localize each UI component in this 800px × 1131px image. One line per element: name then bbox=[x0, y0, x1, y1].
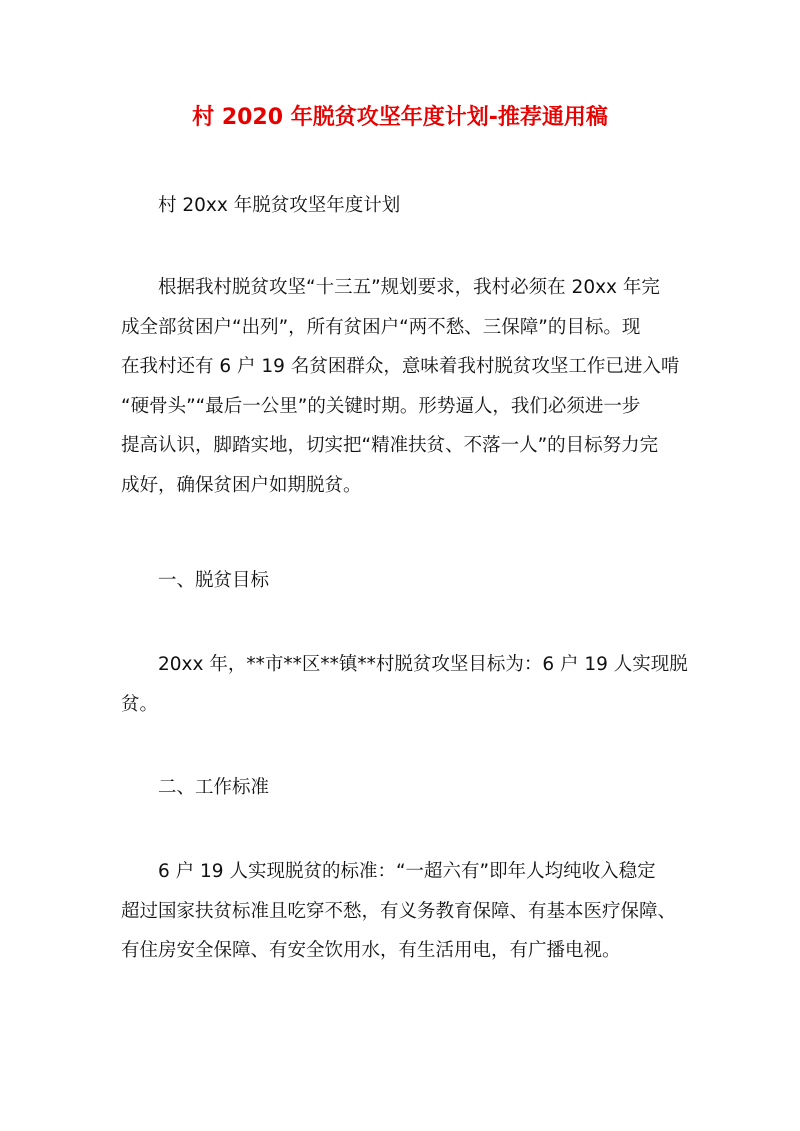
intro-line: 根据我村脱贫攻坚“十三五”规划要求，我村必须在 20xx 年完 bbox=[158, 277, 660, 298]
document-title: 村 2020 年脱贫攻坚年度计划-推荐通用稿 bbox=[192, 105, 608, 130]
section-2-heading-text: 二、工作标准 bbox=[158, 777, 270, 798]
intro-line: “硬骨头”“最后一公里”的关键时期。形势逼人，我们必须进一步 bbox=[121, 395, 641, 417]
intro-line: 成全部贫困户“出列”，所有贫困户“两不愁、三保障”的目标。现 bbox=[121, 316, 641, 338]
section-2-line: 有住房安全保障、有安全饮用水，有生活用电，有广播电视。 bbox=[121, 940, 621, 961]
section-1-paragraph bbox=[121, 645, 686, 724]
plan-subtitle-text: 村 20xx 年脱贫攻坚年度计划 bbox=[158, 195, 401, 216]
intro-line: 成好，确保贫困户如期脱贫。 bbox=[121, 474, 362, 496]
section-1-heading bbox=[121, 561, 686, 601]
intro-line: 提高认识，脚踏实地，切实把“精准扶贫、不落一人”的目标努力完 bbox=[121, 435, 659, 456]
section-1-line: 20xx 年，**市**区**镇**村脱贫攻坚目标为：6 户 19 人实现脱 bbox=[158, 654, 688, 675]
plan-subtitle bbox=[121, 186, 686, 226]
section-1-line: 贫。 bbox=[121, 693, 159, 715]
section-2-line: 6 户 19 人实现脱贫的标准：“一超六有”即年人均纯收入稳定 bbox=[158, 861, 656, 882]
intro-paragraph bbox=[121, 268, 686, 505]
section-2-heading bbox=[121, 768, 686, 808]
intro-line: 在我村还有 6 户 19 名贫困群众，意味着我村脱贫攻坚工作已进入啃 bbox=[121, 356, 680, 377]
section-1-heading-text: 一、脱贫目标 bbox=[158, 570, 270, 591]
section-2-paragraph bbox=[121, 852, 686, 971]
section-2-line: 超过国家扶贫标准且吃穿不愁，有义务教育保障、有基本医疗保障、 bbox=[121, 900, 677, 922]
